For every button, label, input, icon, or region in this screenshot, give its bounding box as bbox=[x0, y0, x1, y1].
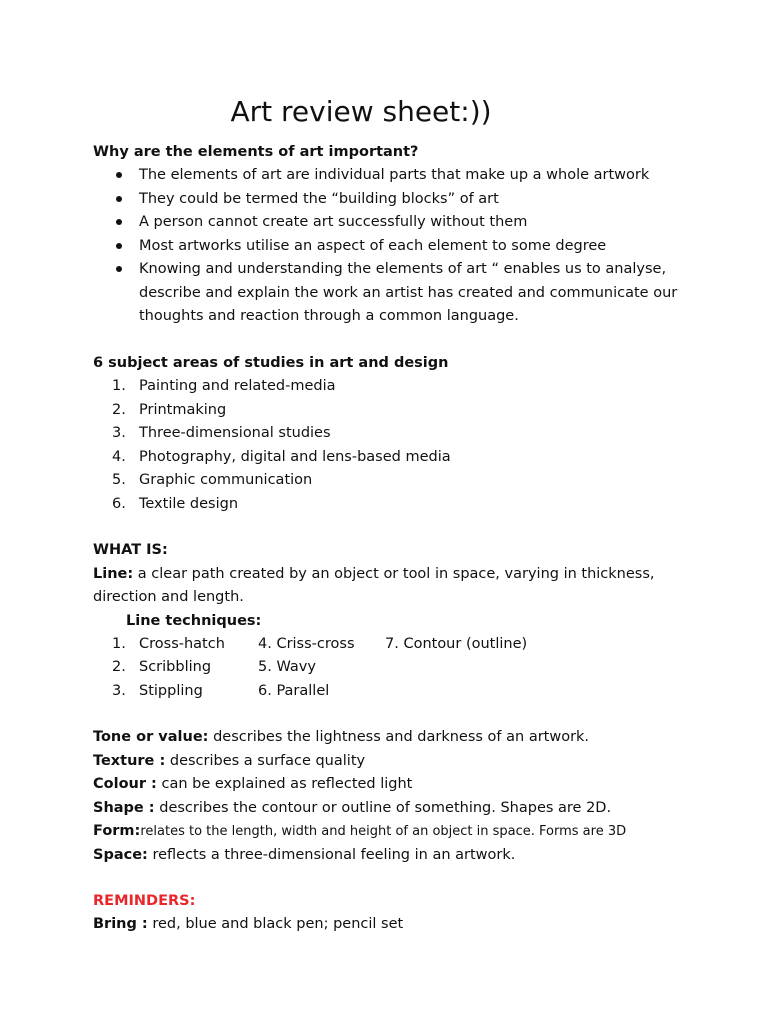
technique-item: Cross-hatch bbox=[139, 636, 225, 652]
technique-item: 7. Contour (outline) bbox=[385, 636, 528, 652]
list-item: Textile design bbox=[139, 496, 239, 512]
definition-text: reflects a three-dimensional feeling in an artwork. bbox=[147, 847, 516, 863]
definition-label: Space: bbox=[93, 847, 148, 863]
colour-definition bbox=[93, 774, 412, 794]
bullet-icon bbox=[116, 172, 122, 178]
list-number: 6. bbox=[112, 496, 126, 512]
bullet-item: A person cannot create art successfully without them bbox=[139, 214, 528, 230]
definition-text: red, blue and black pen; pencil set bbox=[147, 916, 404, 932]
section-heading-elements: Why are the elements of art important? bbox=[93, 144, 419, 160]
bullet-icon bbox=[116, 266, 122, 272]
space-definition bbox=[93, 845, 515, 865]
definition-text: describes the lightness and darkness of an artwork. bbox=[208, 729, 590, 745]
list-item: Three-dimensional studies bbox=[139, 425, 331, 441]
definition-text: describes the contour or outline of something. Shapes are 2D. bbox=[154, 800, 612, 816]
list-item: Graphic communication bbox=[139, 472, 313, 488]
shape-definition bbox=[93, 798, 611, 818]
list-item: Painting and related-media bbox=[139, 378, 336, 394]
definition-label: Bring : bbox=[93, 916, 148, 932]
reminders-heading: REMINDERS: bbox=[93, 893, 196, 909]
definition-label: Tone or value: bbox=[93, 729, 209, 745]
definition-label: Line: bbox=[93, 566, 134, 582]
line-techniques-heading: Line techniques: bbox=[126, 613, 262, 629]
list-number: 1. bbox=[112, 378, 126, 394]
bullet-icon bbox=[116, 196, 122, 202]
tone-definition bbox=[93, 727, 589, 747]
bullet-item-continuation: describe and explain the work an artist has created and communicate our bbox=[139, 285, 678, 301]
technique-item: 5. Wavy bbox=[258, 659, 316, 675]
list-item: Printmaking bbox=[139, 402, 227, 418]
texture-definition bbox=[93, 751, 365, 771]
bullet-icon bbox=[116, 219, 122, 225]
definition-label: Shape : bbox=[93, 800, 155, 816]
list-number: 3. bbox=[112, 425, 126, 441]
definition-label: Texture : bbox=[93, 753, 166, 769]
bullet-item: Knowing and understanding the elements of art “ enables us to analyse, bbox=[139, 261, 667, 277]
bullet-item-continuation: thoughts and reaction through a common language. bbox=[139, 308, 519, 324]
page-title: Art review sheet:)) bbox=[230, 95, 492, 128]
bullet-item: The elements of art are individual parts that make up a whole artwork bbox=[139, 167, 650, 183]
line-definition bbox=[93, 564, 655, 584]
bullet-item: Most artworks utilise an aspect of each element to some degree bbox=[139, 238, 607, 254]
definition-text: relates to the length, width and height of an object in space. Forms are 3D bbox=[140, 824, 627, 839]
technique-item: Scribbling bbox=[139, 659, 212, 675]
bullet-item: They could be termed the “building blocks” of art bbox=[139, 191, 499, 207]
list-number: 5. bbox=[112, 472, 126, 488]
form-definition bbox=[93, 821, 626, 842]
technique-item: 6. Parallel bbox=[258, 683, 330, 699]
definition-text: describes a surface quality bbox=[165, 753, 366, 769]
section-heading-what-is: WHAT IS: bbox=[93, 542, 168, 558]
definition-label: Form: bbox=[93, 823, 141, 839]
bring-reminder bbox=[93, 914, 403, 934]
list-number: 2. bbox=[112, 402, 126, 418]
technique-number: 3. bbox=[112, 683, 126, 699]
definition-text: a clear path created by an object or tool in space, varying in thickness, bbox=[133, 566, 655, 582]
bullet-icon bbox=[116, 243, 122, 249]
definition-text: can be explained as reflected light bbox=[156, 776, 413, 792]
technique-item: Stippling bbox=[139, 683, 203, 699]
technique-item: 4. Criss-cross bbox=[258, 636, 355, 652]
line-definition-continuation: direction and length. bbox=[93, 589, 244, 605]
list-number: 4. bbox=[112, 449, 126, 465]
section-heading-subject-areas: 6 subject areas of studies in art and design bbox=[93, 355, 449, 371]
technique-number: 1. bbox=[112, 636, 126, 652]
technique-number: 2. bbox=[112, 659, 126, 675]
list-item: Photography, digital and lens-based media bbox=[139, 449, 451, 465]
definition-label: Colour : bbox=[93, 776, 157, 792]
